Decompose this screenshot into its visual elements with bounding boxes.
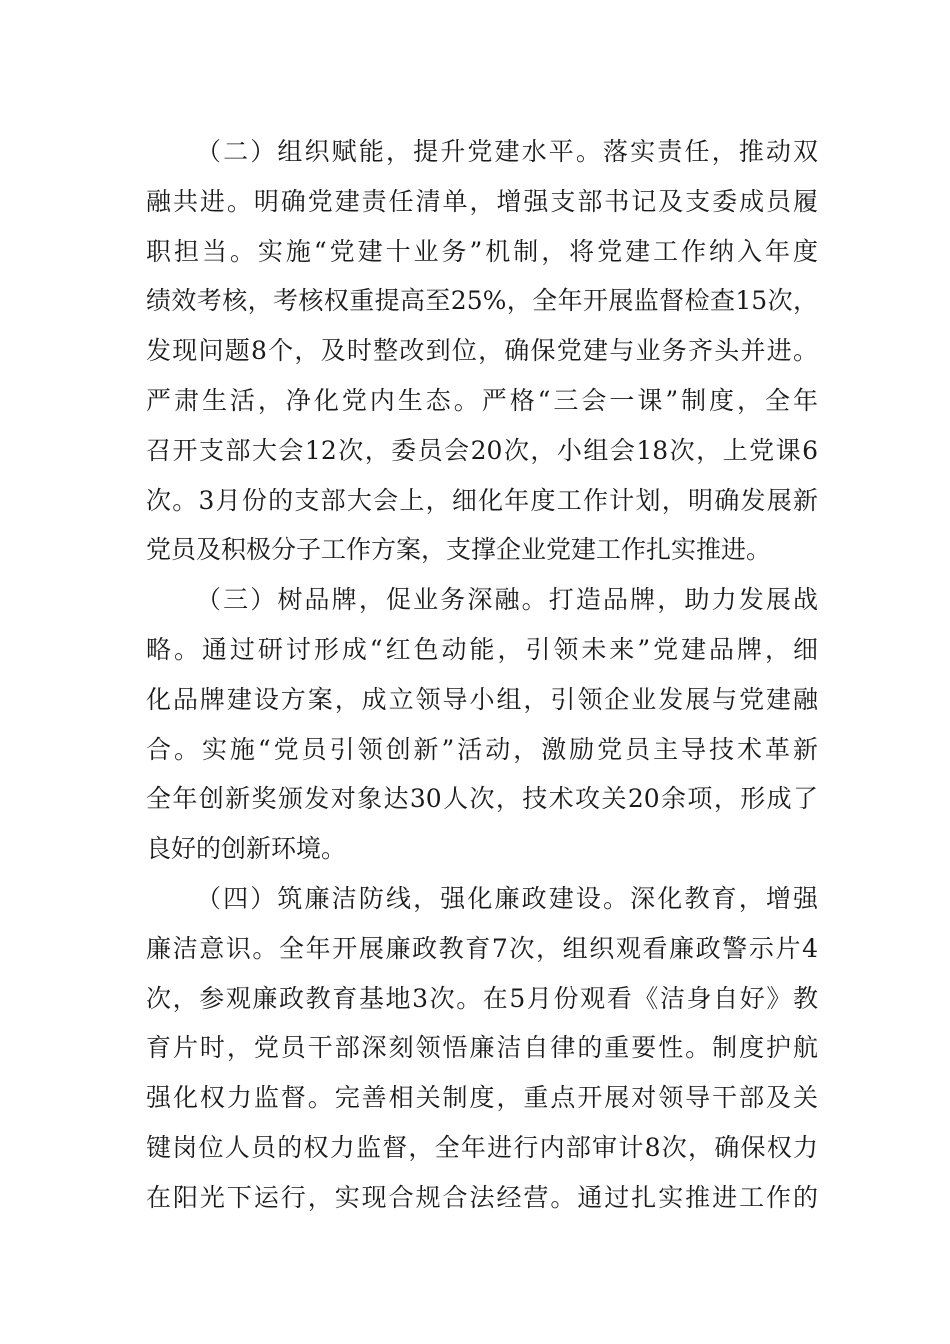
document-body: [146, 127, 818, 1223]
text-line: 发现问题8个，及时整改到位，确保党建与业务齐头并进。: [146, 336, 818, 366]
text-line: 党员及积极分子工作方案，支撑企业党建工作扎实推进。: [146, 535, 772, 565]
text-line: 全年创新奖颁发对象达30人次，技术攻关20余项，形成了: [146, 784, 818, 814]
text-line: 次。3月份的支部大会上，细化年度工作计划，明确发展新: [146, 485, 818, 515]
text-line: （四）筑廉洁防线，强化廉政建设。深化教育，增强: [196, 883, 818, 913]
text-line: （二）组织赋能，提升党建水平。落实责任，推动双: [196, 137, 818, 166]
text-line: 廉洁意识。全年开展廉政教育7次，组织观看廉政警示片4: [146, 933, 818, 963]
paragraph-brand-building: [146, 575, 818, 874]
text-line: 良好的创新环境。: [146, 834, 347, 864]
text-line: （三）树品牌，促业务深融。打造品牌，助力发展战: [196, 585, 818, 615]
paragraph-integrity-building: [146, 874, 818, 1223]
text-line: 严肃生活，净化党内生态。严格“三会一课”制度，全年: [146, 385, 818, 415]
paragraph-party-building-level: [146, 127, 818, 575]
text-line: 职担当。实施“党建十业务”机制，将党建工作纳入年度: [146, 236, 818, 266]
text-line: 在阳光下运行，实现合规合法经营。通过扎实推进工作的: [146, 1182, 818, 1212]
text-line: 绩效考核，考核权重提高至25%，全年开展监督检查15次，: [146, 286, 818, 316]
text-line: 强化权力监督。完善相关制度，重点开展对领导干部及关: [146, 1083, 818, 1113]
text-line: 化品牌建设方案，成立领导小组，引领企业发展与党建融: [146, 684, 818, 714]
text-line: 键岗位人员的权力监督，全年进行内部审计8次，确保权力: [146, 1132, 818, 1162]
text-line: 合。实施“党员引领创新”活动，激励党员主导技术革新: [146, 734, 818, 764]
text-line: 育片时，党员干部深刻领悟廉洁自律的重要性。制度护航: [146, 1033, 818, 1063]
text-line: 略。通过研讨形成“红色动能，引领未来”党建品牌，细: [146, 634, 818, 664]
text-line: 召开支部大会12次，委员会20次，小组会18次，上党课6: [146, 435, 818, 465]
text-line: 次，参观廉政教育基地3次。在5月份观看《洁身自好》教: [146, 983, 818, 1013]
text-line: 融共进。明确党建责任清单，增强支部书记及支委成员履: [146, 186, 818, 216]
